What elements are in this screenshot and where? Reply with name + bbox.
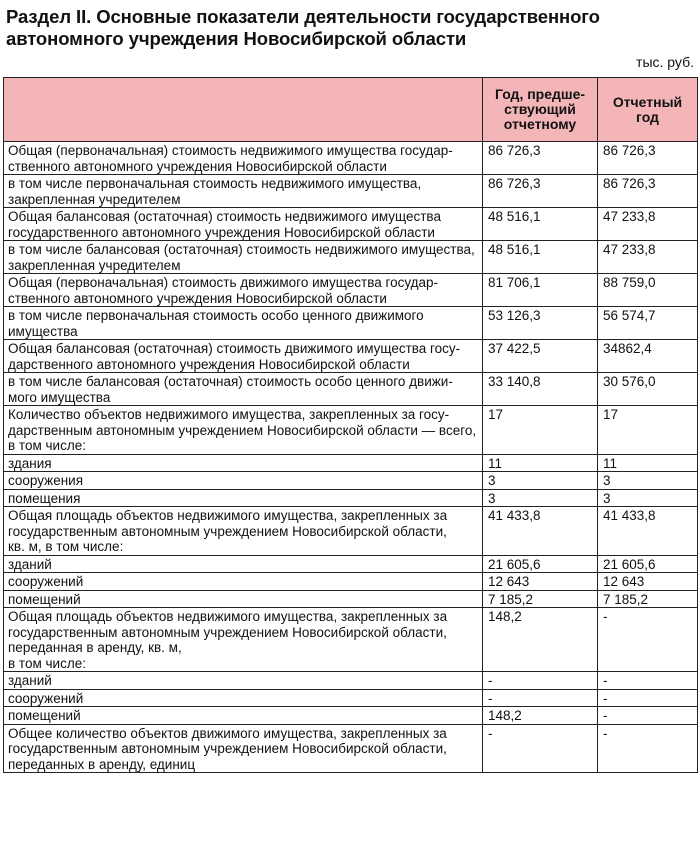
previous-year-value: 48 516,1 (483, 241, 598, 274)
indicator-label: в том числе первоначальная стоимость особо ценного движимого имущества (4, 307, 483, 340)
reporting-year-value: - (598, 724, 698, 773)
previous-year-value: 81 706,1 (483, 274, 598, 307)
previous-year-value: - (483, 724, 598, 773)
indicator-label: Общая балансовая (остаточная) стоимость движимого имущества госу- дарственного автономного учреждения Новосибирской области (4, 340, 483, 373)
indicator-label: Общая площадь объектов недвижимого имущества, закрепленных за государственным автономным учреждением Новосибирской области, переданная в аренду, кв. м, в том числе: (4, 608, 483, 672)
previous-year-value: 21 605,6 (483, 555, 598, 573)
indicator-label: в том числе первоначальная стоимость недвижимого имущества, закрепленная учредителем (4, 175, 483, 208)
header-indicator (4, 78, 483, 142)
table-row (4, 472, 698, 490)
table-row (4, 307, 698, 340)
reporting-year-value: - (598, 707, 698, 725)
reporting-year-value: 11 (598, 454, 698, 472)
indicator-label: зданий (4, 555, 483, 573)
previous-year-value: - (483, 672, 598, 690)
indicator-label: Количество объектов недвижимого имущества, закрепленных за госу- дарственным автономным учреждением Новосибирской области — всего, в том числе: (4, 406, 483, 455)
previous-year-value: 3 (483, 489, 598, 507)
reporting-year-value: 86 726,3 (598, 175, 698, 208)
table-row (4, 373, 698, 406)
reporting-year-value: 34862,4 (598, 340, 698, 373)
reporting-year-value: 30 576,0 (598, 373, 698, 406)
table-row (4, 241, 698, 274)
table-row (4, 142, 698, 175)
table-header-row (4, 78, 698, 142)
previous-year-value: 17 (483, 406, 598, 455)
table-row (4, 340, 698, 373)
indicators-table (3, 77, 698, 773)
table-row (4, 555, 698, 573)
reporting-year-value: 41 433,8 (598, 507, 698, 556)
indicator-label: сооружения (4, 472, 483, 490)
previous-year-value: 53 126,3 (483, 307, 598, 340)
header-reporting-year: Отчетный год (598, 78, 698, 142)
table-row (4, 208, 698, 241)
reporting-year-value: 12 643 (598, 573, 698, 591)
table-row (4, 573, 698, 591)
indicator-label: сооружений (4, 573, 483, 591)
indicator-label: Общая площадь объектов недвижимого имущества, закрепленных за государственным автономным учреждением Новосибирской области, кв. м, в том числе: (4, 507, 483, 556)
indicator-label: Общая (первоначальная) стоимость недвижимого имущества государ- ственного автономного учреждения Новосибирской области (4, 142, 483, 175)
indicator-label: помещения (4, 489, 483, 507)
reporting-year-value: - (598, 689, 698, 707)
reporting-year-value: 17 (598, 406, 698, 455)
previous-year-value: 7 185,2 (483, 590, 598, 608)
table-row (4, 175, 698, 208)
header-previous-year: Год, предше- ствующий отчетному (483, 78, 598, 142)
reporting-year-value: - (598, 672, 698, 690)
reporting-year-value: 56 574,7 (598, 307, 698, 340)
indicator-label: помещений (4, 590, 483, 608)
previous-year-value: 148,2 (483, 608, 598, 672)
reporting-year-value: - (598, 608, 698, 672)
indicator-label: Общая балансовая (остаточная) стоимость недвижимого имущества государственного автономного учреждения Новосибирской области (4, 208, 483, 241)
table-row (4, 707, 698, 725)
reporting-year-value: 3 (598, 489, 698, 507)
indicator-label: Общая (первоначальная) стоимость движимого имущества государ- ственного автономного учреждения Новосибирской области (4, 274, 483, 307)
reporting-year-value: 3 (598, 472, 698, 490)
indicator-label: сооружений (4, 689, 483, 707)
table-row (4, 724, 698, 773)
indicator-label: здания (4, 454, 483, 472)
previous-year-value: 33 140,8 (483, 373, 598, 406)
reporting-year-value: 7 185,2 (598, 590, 698, 608)
table-row (4, 454, 698, 472)
table-row (4, 672, 698, 690)
reporting-year-value: 21 605,6 (598, 555, 698, 573)
reporting-year-value: 47 233,8 (598, 208, 698, 241)
reporting-year-value: 86 726,3 (598, 142, 698, 175)
table-row (4, 406, 698, 455)
table-row (4, 689, 698, 707)
reporting-year-value: 47 233,8 (598, 241, 698, 274)
table-row (4, 274, 698, 307)
previous-year-value: 12 643 (483, 573, 598, 591)
previous-year-value: 37 422,5 (483, 340, 598, 373)
indicator-label: помещений (4, 707, 483, 725)
indicator-label: в том числе балансовая (остаточная) стоимость недвижимого имущества, закрепленная учредителем (4, 241, 483, 274)
table-row (4, 608, 698, 672)
reporting-year-value: 88 759,0 (598, 274, 698, 307)
indicator-label: Общее количество объектов движимого имущества, закрепленных за государственным автономным учреждением Новосибирской области, переданных в аренду, единиц (4, 724, 483, 773)
previous-year-value: 48 516,1 (483, 208, 598, 241)
table-row (4, 489, 698, 507)
previous-year-value: - (483, 689, 598, 707)
indicator-label: зданий (4, 672, 483, 690)
table-row (4, 507, 698, 556)
previous-year-value: 41 433,8 (483, 507, 598, 556)
unit-label: тыс. руб. (636, 54, 694, 70)
previous-year-value: 148,2 (483, 707, 598, 725)
previous-year-value: 11 (483, 454, 598, 472)
section-title: Раздел II. Основные показатели деятельности государственного автономного учреждения Новосибирской области (6, 6, 600, 49)
previous-year-value: 86 726,3 (483, 175, 598, 208)
indicator-label: в том числе балансовая (остаточная) стоимость особо ценного движи- мого имущества (4, 373, 483, 406)
table-row (4, 590, 698, 608)
previous-year-value: 86 726,3 (483, 142, 598, 175)
previous-year-value: 3 (483, 472, 598, 490)
